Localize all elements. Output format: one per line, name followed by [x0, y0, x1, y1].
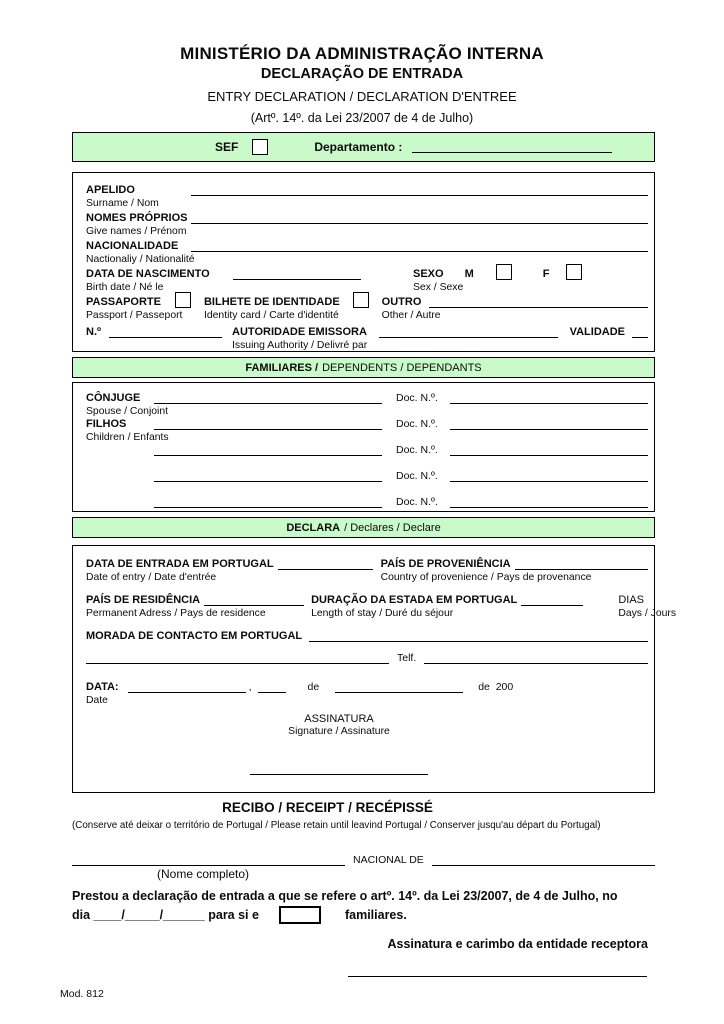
family-section-bar	[72, 357, 655, 378]
date-day-input-line[interactable]	[258, 688, 286, 693]
sex-male-checkbox[interactable]	[496, 264, 512, 280]
date-row	[86, 679, 648, 706]
identification-box	[72, 172, 655, 352]
sef-label: SEF	[215, 140, 239, 154]
form-title-en-fr: ENTRY DECLARATION / DECLARATION D'ENTREE	[207, 89, 517, 104]
family-bar-title: FAMILIARES /	[245, 361, 319, 374]
validity-label: VALIDADE	[569, 326, 625, 338]
ministry-title: MINISTÉRIO DA ADMINISTRAÇÃO INTERNA	[180, 44, 544, 63]
spouse-row	[86, 390, 648, 417]
given-names-label: NOMES PRÓPRIOS Give names / Prénom	[86, 212, 188, 237]
sex-male-label: M	[464, 268, 474, 280]
nationality-of-input-line[interactable]	[432, 861, 655, 866]
declaration-bar-title: DECLARA	[286, 521, 341, 534]
id-card-checkbox[interactable]	[353, 292, 369, 308]
receiving-entity-stamp-label: Assinatura e carimbo da entidade receptora	[387, 937, 648, 951]
spouse-doc-label: Doc. N.º.	[396, 392, 438, 404]
residence-input-line[interactable]	[204, 601, 304, 606]
full-name-caption: (Nome completo)	[157, 867, 250, 881]
child-doc-label-3: Doc. N.º.	[396, 470, 438, 482]
issuing-authority-input-line[interactable]	[379, 333, 558, 338]
sef-department-bar	[72, 132, 655, 162]
spouse-name-line[interactable]	[154, 399, 382, 404]
document-number-label: N.º	[86, 326, 102, 338]
residence-label: PAÍS DE RESIDÊNCIA Permanent Adress / Pays de residence	[86, 594, 266, 619]
family-bar-subtitle: DEPENDENTS / DEPENDANTS	[322, 361, 482, 374]
signature-caption	[58, 713, 620, 737]
phone-label: Telf.	[397, 652, 417, 664]
entry-date-input-line[interactable]	[278, 565, 373, 570]
children-row-1	[86, 416, 648, 443]
contact-address-phone-row	[86, 650, 648, 664]
statement-line-2-prefix: dia ____/_____/______ para si e	[72, 908, 259, 922]
child-doc-number-line-3[interactable]	[450, 477, 648, 482]
declaration-bar-subtitle: / Declares / Declare	[344, 521, 441, 534]
family-count-box[interactable]	[279, 906, 321, 924]
sex-label: SEXO Sex / Sexe	[413, 268, 464, 293]
issuing-authority-label: AUTORIDADE EMISSORA Issuing Authority / Delivré par	[232, 326, 368, 351]
declaration-box	[72, 545, 677, 793]
nationality-input-line[interactable]	[191, 247, 648, 252]
passport-checkbox[interactable]	[175, 292, 191, 308]
contact-address-input-line-1[interactable]	[309, 637, 648, 642]
other-document-label: OUTRO Other / Autre	[381, 296, 441, 321]
date-place-input-line[interactable]	[128, 688, 246, 693]
child-doc-number-line-2[interactable]	[450, 451, 648, 456]
signature-sublabel: Signature / Assinature	[288, 726, 390, 737]
surname-row	[86, 182, 648, 209]
form-model-number: Mod. 812	[60, 988, 104, 1000]
residence-duration-row	[86, 592, 677, 619]
spouse-label: CÔNJUGE Spouse / Conjoint	[86, 392, 169, 417]
document-number-input-line[interactable]	[109, 333, 222, 338]
birth-date-sex-row	[86, 266, 648, 293]
receipt-title: RECIBO / RECEIPT / RECÉPISSÉ	[222, 800, 433, 815]
form-header	[0, 44, 724, 125]
date-month-input-line[interactable]	[335, 688, 463, 693]
children-row-3	[86, 468, 648, 482]
duration-label: DURAÇÃO DA ESTADA EM PORTUGAL Length of stay / Duré du séjour	[311, 594, 518, 619]
sex-female-checkbox[interactable]	[566, 264, 582, 280]
statement-line-2-suffix: familiares.	[344, 908, 407, 922]
child-name-line-3[interactable]	[154, 477, 382, 482]
other-document-input-line[interactable]	[429, 303, 648, 308]
surname-label: APELIDO Surname / Nom	[86, 184, 159, 209]
department-label: Departamento :	[314, 140, 403, 154]
entry-date-provenance-row	[86, 556, 648, 583]
duration-input-line[interactable]	[521, 601, 583, 606]
days-label: DIAS Days / Jours	[618, 594, 677, 619]
sex-female-label: F	[542, 268, 550, 280]
receipt-name-row	[72, 852, 655, 881]
receipt-section	[72, 800, 655, 977]
form-title-pt: DECLARAÇÃO DE ENTRADA	[260, 66, 464, 82]
birth-date-label: DATA DE NASCIMENTO Birth date / Né le	[86, 268, 210, 293]
signature-label: ASSINATURA	[304, 713, 374, 725]
date-label: DATA: Date	[86, 681, 119, 706]
phone-input-line[interactable]	[424, 659, 648, 664]
contact-address-input-line-2[interactable]	[86, 659, 389, 664]
nationality-label: NACIONALIDADE Nactionaliy / Nationalité	[86, 240, 195, 265]
entry-date-label: DATA DE ENTRADA EM PORTUGAL Date of entry / Date d'entrée	[86, 558, 274, 583]
receipt-note: (Conserve até deixar o território de Portugal / Please retain until leavind Portugal / Conserver jusqu'au départ du Portugal)	[72, 820, 601, 831]
document-type-row	[86, 294, 648, 321]
provenance-label: PAÍS DE PROVENIÊNCIA Country of provenience / Pays de provenance	[380, 558, 592, 583]
id-card-label: BILHETE DE IDENTIDADE Identity card / Carte d'identité	[203, 296, 340, 321]
receipt-name-input-line[interactable]	[72, 861, 345, 866]
family-box	[72, 382, 655, 512]
contact-address-label: MORADA DE CONTACTO EM PORTUGAL	[86, 630, 303, 642]
child-doc-number-line-1[interactable]	[450, 425, 648, 430]
surname-input-line[interactable]	[191, 191, 648, 196]
provenance-input-line[interactable]	[515, 565, 648, 570]
sef-checkbox[interactable]	[252, 139, 268, 155]
spouse-doc-number-line[interactable]	[450, 399, 648, 404]
child-name-line-1[interactable]	[154, 425, 382, 430]
given-names-row	[86, 210, 648, 237]
date-separator: ,	[248, 681, 252, 693]
nationality-row	[86, 238, 648, 265]
statement-line-1: Prestou a declaração de entrada a que se refere o artº. 14º. da Lei 23/2007, de 4 de Julho, no	[72, 889, 618, 903]
child-doc-label-4: Doc. N.º.	[396, 496, 438, 508]
department-input-line[interactable]	[412, 141, 612, 153]
child-doc-label-2: Doc. N.º.	[396, 444, 438, 456]
declarant-signature-line[interactable]	[250, 774, 428, 775]
date-of-label: de	[307, 681, 320, 693]
children-row-2	[86, 442, 648, 456]
declaration-section-bar	[72, 517, 655, 538]
passport-label: PASSAPORTE Passport / Passeport	[86, 296, 183, 321]
document-number-row	[86, 324, 648, 351]
date-year-label: de 200	[478, 681, 514, 693]
child-doc-label-1: Doc. N.º.	[396, 418, 438, 430]
given-names-input-line[interactable]	[191, 219, 648, 224]
validity-input-line[interactable]	[632, 333, 648, 338]
child-name-line-2[interactable]	[154, 451, 382, 456]
national-of-label: NACIONAL DE	[353, 854, 424, 866]
law-reference: (Artº. 14º. da Lei 23/2007 de 4 de Julho)	[250, 111, 474, 125]
statement-line-2	[72, 906, 655, 924]
children-row-4	[86, 494, 648, 508]
child-name-line-4[interactable]	[154, 503, 382, 508]
birth-date-input-line[interactable]	[233, 275, 361, 280]
contact-address-row	[86, 628, 648, 642]
receiving-entity-signature-line[interactable]	[348, 976, 647, 977]
children-label: FILHOS Children / Enfants	[86, 418, 169, 443]
child-doc-number-line-4[interactable]	[450, 503, 648, 508]
